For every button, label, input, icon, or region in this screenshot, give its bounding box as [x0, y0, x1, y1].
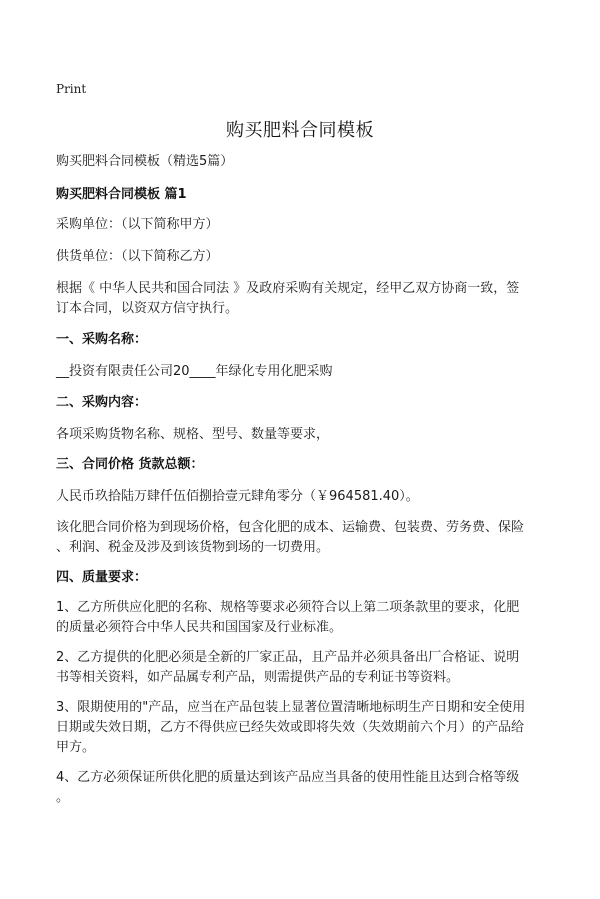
section-title: 购买肥料合同模板 篇1	[56, 187, 187, 202]
contract-price-text: 人民币玖拾陆万肆仟伍佰捌拾壹元肆角零分（￥964581.40）。	[56, 489, 419, 504]
quality-item-1-line-1: 1、乙方所供应化肥的名称、规格等要求必须符合以上第二项条款里的要求，化肥	[56, 600, 520, 615]
heading-procurement-content: 二、采购内容：	[56, 395, 148, 410]
quality-item-3-line-2: 日期或失效日期，乙方不得供应已经失效或即将失效（失效期前六个月）的产品给	[56, 720, 525, 735]
quality-item-4-line-1: 4、乙方必须保证所供化肥的质量达到该产品应当具备的使用性能且达到合格等级	[56, 770, 520, 785]
heading-quality-requirements: 四、质量要求：	[56, 570, 148, 585]
heading-contract-price: 三、合同价格 货款总额：	[56, 457, 204, 472]
quality-item-2-line-2: 书等相关资料，如产品属专利产品，则需提供产品的专利证书等资料。	[56, 670, 460, 685]
print-label: Print	[56, 82, 87, 96]
procurement-content-text: 各项采购货物名称、规格、型号、数量等要求，	[56, 427, 330, 442]
quality-item-1-line-2: 的质量必须符合中华人民共和国国家及行业标准。	[56, 620, 343, 635]
intro-line-2: 订本合同，以资双方信守执行。	[56, 301, 239, 316]
quality-item-4-line-2: 。	[56, 790, 70, 805]
heading-procurement-name: 一、采购名称：	[56, 332, 148, 347]
procurement-name-text: __投资有限责任公司20____年绿化专用化肥采购	[56, 364, 333, 379]
document-subtitle: 购买肥料合同模板（精选5篇）	[56, 154, 234, 169]
supplier-line: 供货单位：（以下简称乙方）	[56, 249, 219, 264]
price-description-line-1: 该化肥合同价格为到现场价格，包含化肥的成本、运输费、包装费、劳务费、保险	[56, 520, 525, 535]
price-description-line-2: 、利润、税金及涉及到该货物到场的一切费用。	[56, 540, 330, 555]
intro-line-1: 根据《 中华人民共和国合同法 》及政府采购有关规定，经甲乙双方协商一致，签	[56, 281, 520, 296]
quality-item-2-line-1: 2、乙方提供的化肥必须是全新的厂家正品，且产品并必须具备出厂合格证、说明	[56, 650, 520, 665]
buyer-line: 采购单位：（以下简称甲方）	[56, 217, 219, 232]
quality-item-3-line-3: 甲方。	[56, 740, 96, 755]
quality-item-3-line-1: 3、限期使用的"产品，应当在产品包装上显著位置清晰地标明生产日期和安全使用	[56, 700, 526, 715]
document-title: 购买肥料合同模板	[226, 120, 374, 141]
